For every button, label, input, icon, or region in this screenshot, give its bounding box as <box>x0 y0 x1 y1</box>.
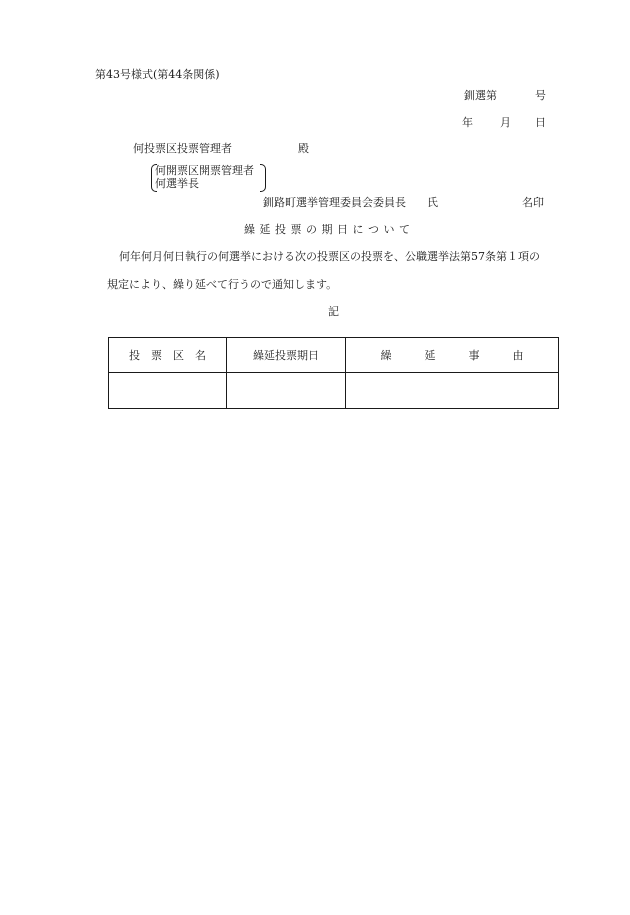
form-number: 第43号様式(第44条関係) <box>95 68 220 81</box>
table-header-row <box>109 338 559 373</box>
doc-number-suffix: 号 <box>535 89 546 102</box>
postponement-table <box>108 337 559 409</box>
column-header-date: 繰延投票期日 <box>227 338 346 373</box>
addressee-alternates <box>151 164 266 190</box>
date-month: 月 <box>500 116 511 129</box>
column-header-reason: 繰 延 事 由 <box>346 338 559 373</box>
table-cell-date <box>227 373 346 409</box>
alternate-line: 何開票区開票管理者 <box>155 164 254 177</box>
addressee-honorific: 殿 <box>298 142 309 155</box>
date-day: 日 <box>535 116 546 129</box>
subject-title: 繰 延 投 票 の 期 日 に つ い て <box>244 223 411 236</box>
body-line-2: 規定により、繰り延べて行うので通知します。 <box>107 278 338 291</box>
alternate-line: 何選挙長 <box>155 177 199 190</box>
column-header-district: 投 票 区 名 <box>109 338 227 373</box>
ki-heading: 記 <box>328 305 339 318</box>
table-row <box>109 373 559 409</box>
body-line-1: 何年何月何日執行の何選挙における次の投票区の投票を、公職選挙法第57条第１項の <box>119 250 540 263</box>
right-bracket <box>260 164 266 192</box>
table-cell-district <box>109 373 227 409</box>
doc-number-prefix: 釧選第 <box>464 89 497 102</box>
date-year: 年 <box>462 116 473 129</box>
addressee-name: 何投票区投票管理者 <box>133 142 232 155</box>
sender-seal: 名印 <box>522 196 544 209</box>
sender-title: 釧路町選挙管理委員会委員長 <box>263 196 406 209</box>
sender-name-label: 氏 <box>427 196 438 209</box>
table-cell-reason <box>346 373 559 409</box>
